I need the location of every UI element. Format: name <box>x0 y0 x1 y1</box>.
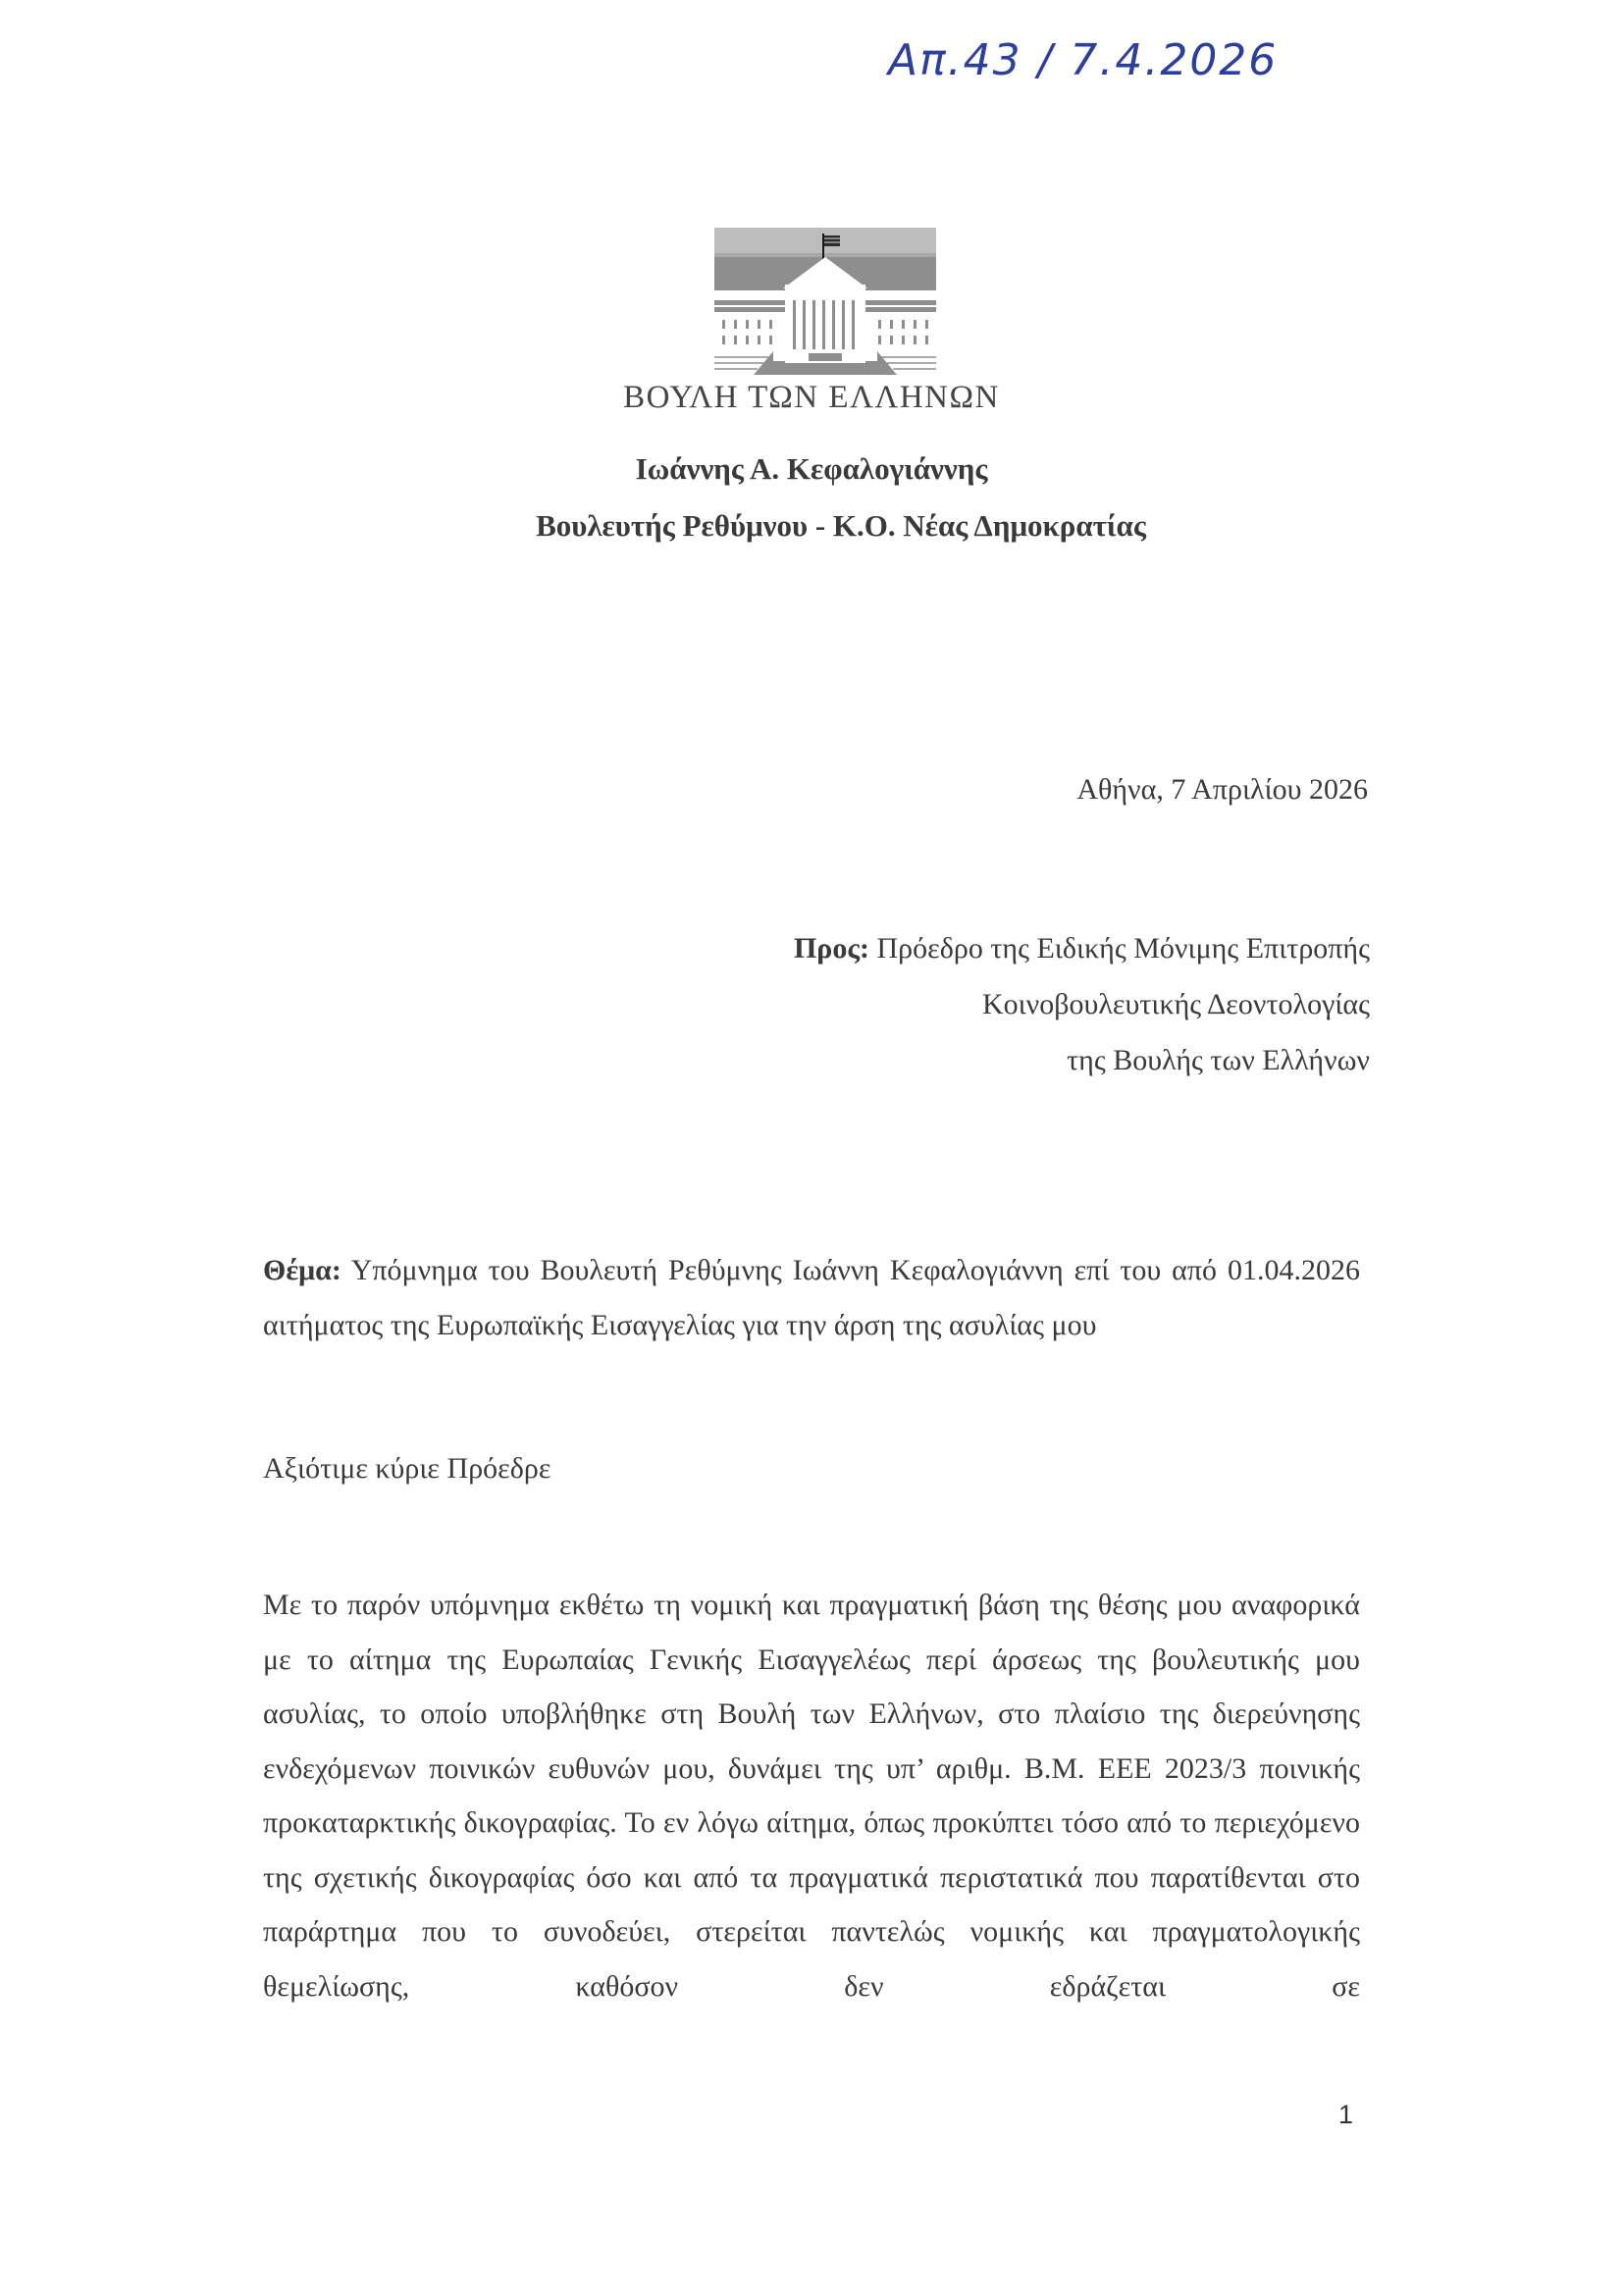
parliament-building-logo <box>714 228 936 375</box>
subject-block <box>263 1243 1360 1353</box>
body-paragraph: Με το παρόν υπόμνημα εκθέτω τη νομική και πραγματική βάση της θέσης μου αναφορικά με το αίτημα της Ευρωπαίας Γενικής Εισαγγελέως περί άρσεως της βουλευτικής μου ασυλίας, το οποίο υποβλήθηκε στη Βουλή των Ελλήνων, στο πλαίσιο της διερεύνησης ενδεχόμενων ποινικών ευθυνών μου, δυνάμει της υπ’ αριθμ. Β.Μ. ΕΕΕ 2023/3 ποινικής προκαταρκτικής δικογραφίας. Το εν λόγω αίτημα, όπως προκύπτει τόσο από το περιεχόμενο της σχετικής δικογραφίας όσο και από τα πραγματικά περιστατικά που παρατίθενται στο παράρτημα που το συνοδεύει, στερείται παντελώς νομικής και πραγματολογικής θεμελίωσης, καθόσον δεν εδράζεται σε <box>263 1589 1360 2003</box>
recipient-line-3: της Βουλής των Ελλήνων <box>1067 1044 1370 1076</box>
parliament-name: ΒΟΥΛΗ ΤΩΝ ΕΛΛΗΝΩΝ <box>623 380 1000 415</box>
recipient-label: Προς: <box>793 932 869 965</box>
mp-name: Ιωάννης Α. Κεφαλογιάννης <box>635 451 988 486</box>
subject-text: Υπόμνημα του Βουλευτή Ρεθύμνης Ιωάννη Κεφαλογιάννη επί του από 01.04.2026 αιτήματος της Ευρωπαϊκής Εισαγγελίας για την άρση της ασυλίας μου <box>263 1254 1360 1341</box>
subject-label: Θέμα: <box>263 1254 341 1286</box>
page-number: 1 <box>1337 2100 1353 2129</box>
greeting: Αξιότιμε κύριε Πρόεδρε <box>263 1452 551 1485</box>
mp-role: Βουλευτής Ρεθύμνου - Κ.Ο. Νέας Δημοκρατίας <box>536 508 1146 543</box>
recipient-line-2: Κοινοβουλευτικής Δεοντολογίας <box>981 988 1370 1020</box>
letter-date: Αθήνα, 7 Απριλίου 2026 <box>1076 773 1368 806</box>
recipient-line-1: Πρόεδρο της Ειδικής Μόνιμης Επιτροπής <box>876 932 1370 965</box>
handwritten-protocol-number: Απ.43 / 7.4.2026 <box>888 35 1279 85</box>
recipient-block <box>794 920 1370 1088</box>
